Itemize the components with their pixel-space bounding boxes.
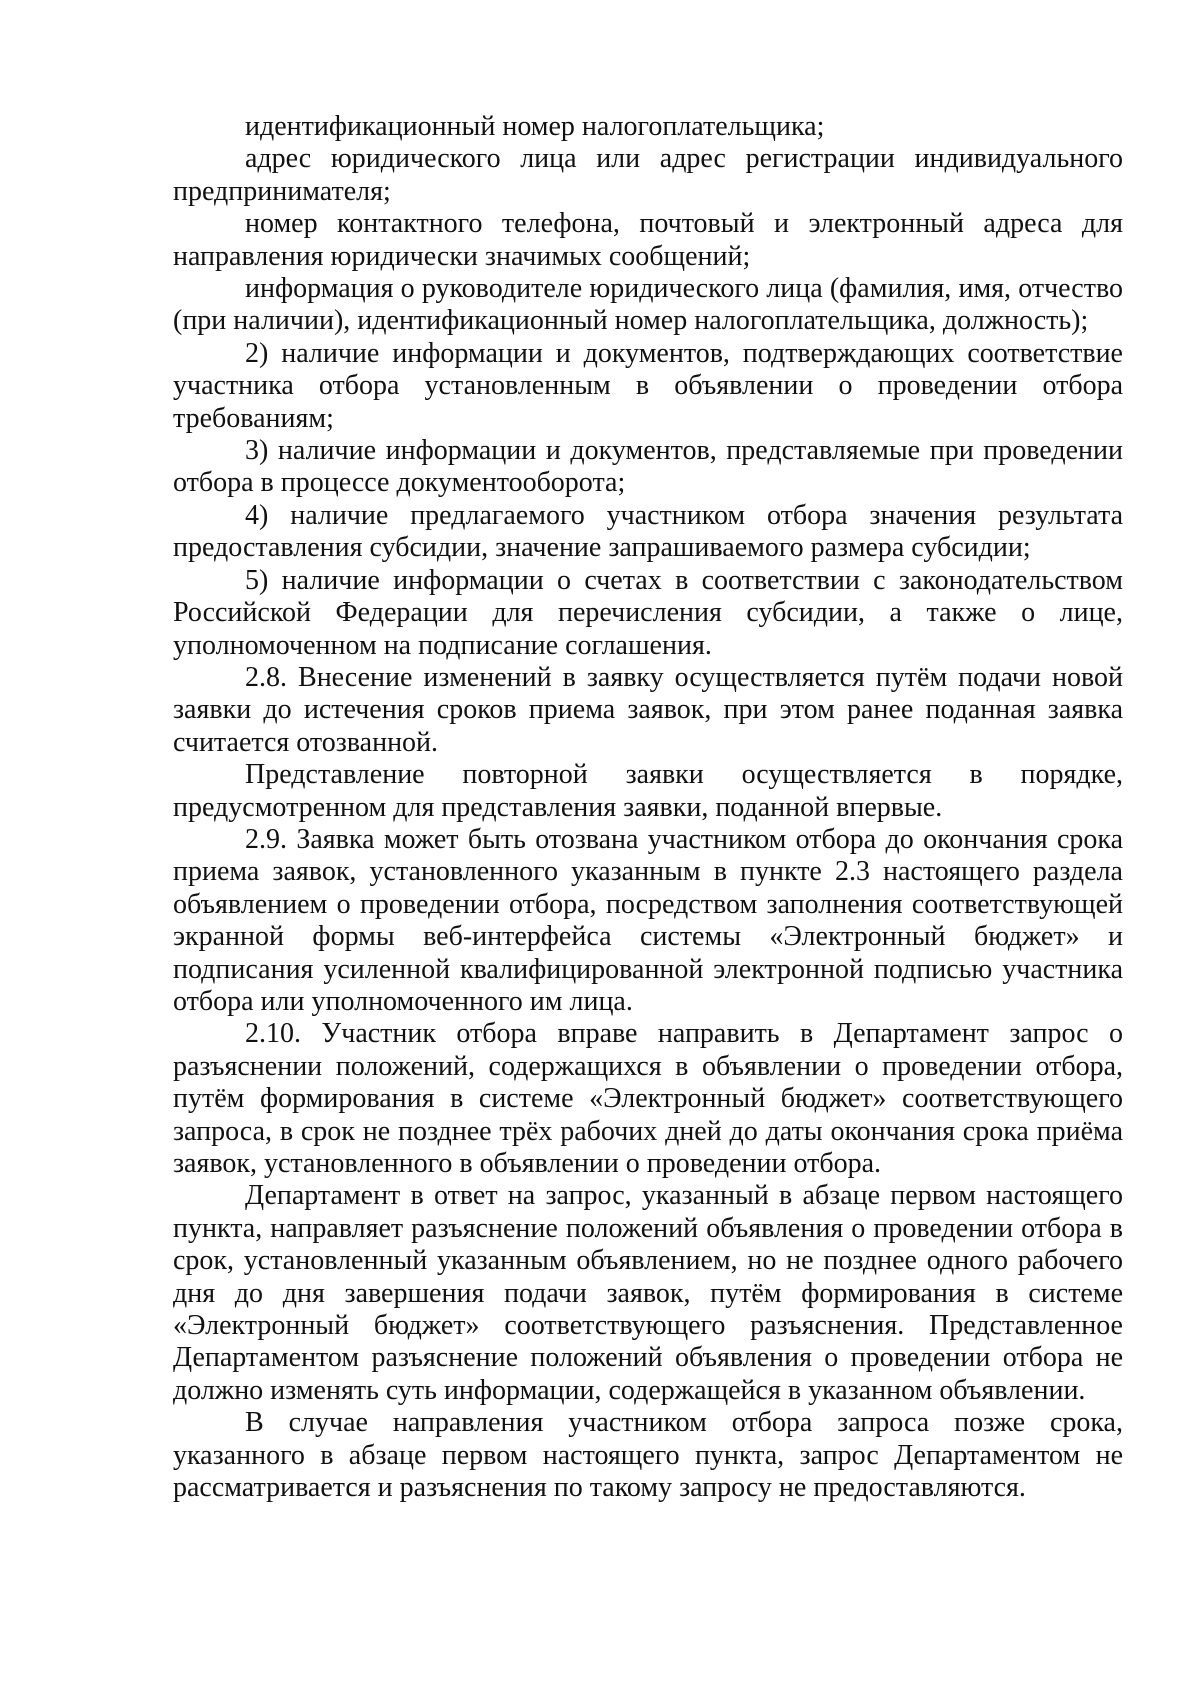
document-body [173, 111, 1123, 1504]
paragraph: номер контактного телефона, почтовый и электронный адреса для направления юридически значимых сообщений; [173, 208, 1123, 272]
paragraph: идентификационный номер налогоплательщика; [245, 111, 825, 142]
paragraph: 2) наличие информации и документов, подтверждающих соответствие участника отбора установленным в объявлении о проведении отбора требованиям; [173, 337, 1123, 434]
paragraph: 5) наличие информации о счетах в соответствии с законодательством Российской Федерации для перечисления субсидии, а также о лице, уполномоченном на подписание соглашения. [173, 564, 1123, 661]
paragraph: Представление повторной заявки осуществляется в порядке, предусмотренном для представления заявки, поданной впервые. [173, 759, 1123, 823]
paragraph: 2.8. Внесение изменений в заявку осуществляется путём подачи новой заявки до истечения сроков приема заявок, при этом ранее поданная заявка считается отозванной. [173, 661, 1123, 758]
paragraph: адрес юридического лица или адрес регистрации индивидуального предпринимателя; [173, 143, 1123, 207]
paragraph: В случае направления участником отбора запроса позже срока, указанного в абзаце первом настоящего пункта, запрос Департаментом не рассматривается и разъяснения по такому запросу не предоставляются. [173, 1407, 1123, 1504]
paragraph: 3) наличие информации и документов, представляемые при проведении отбора в процессе документооборота; [173, 435, 1123, 499]
paragraph: информация о руководителе юридического лица (фамилия, имя, отчество (при наличии), идентификационный номер налогоплательщика, должность); [173, 273, 1123, 337]
paragraph: Департамент в ответ на запрос, указанный в абзаце первом настоящего пункта, направляет разъяснение положений объявления о проведении отбора в срок, установленный указанным объявлением, но не позднее одного рабочего дня до дня завершения подачи заявок, путём формирования в системе «Электронный бюджет» соответствующего разъяснения. Представленное Департаментом разъяснение положений объявления о проведении отбора не должно изменять суть информации, содержащейся в указанном объявлении. [173, 1180, 1123, 1406]
paragraph: 2.10. Участник отбора вправе направить в Департамент запрос о разъяснении положений, содержащихся в объявлении о проведении отбора, путём формирования в системе «Электронный бюджет» соответствующего запроса, в срок не позднее трёх рабочих дней до даты окончания срока приёма заявок, установленного в объявлении о проведении отбора. [173, 1018, 1123, 1179]
paragraph: 4) наличие предлагаемого участником отбора значения результата предоставления субсидии, значение запрашиваемого размера субсидии; [173, 499, 1123, 564]
paragraph: 2.9. Заявка может быть отозвана участником отбора до окончания срока приема заявок, установленного указанным в пункте 2.3 настоящего раздела объявлением о проведении отбора, посредством заполнения соответствующей экранной формы веб-интерфейса системы «Электронный бюджет» и подписания усиленной квалифицированной электронной подписью участника отбора или уполномоченного им лица. [173, 823, 1123, 1017]
